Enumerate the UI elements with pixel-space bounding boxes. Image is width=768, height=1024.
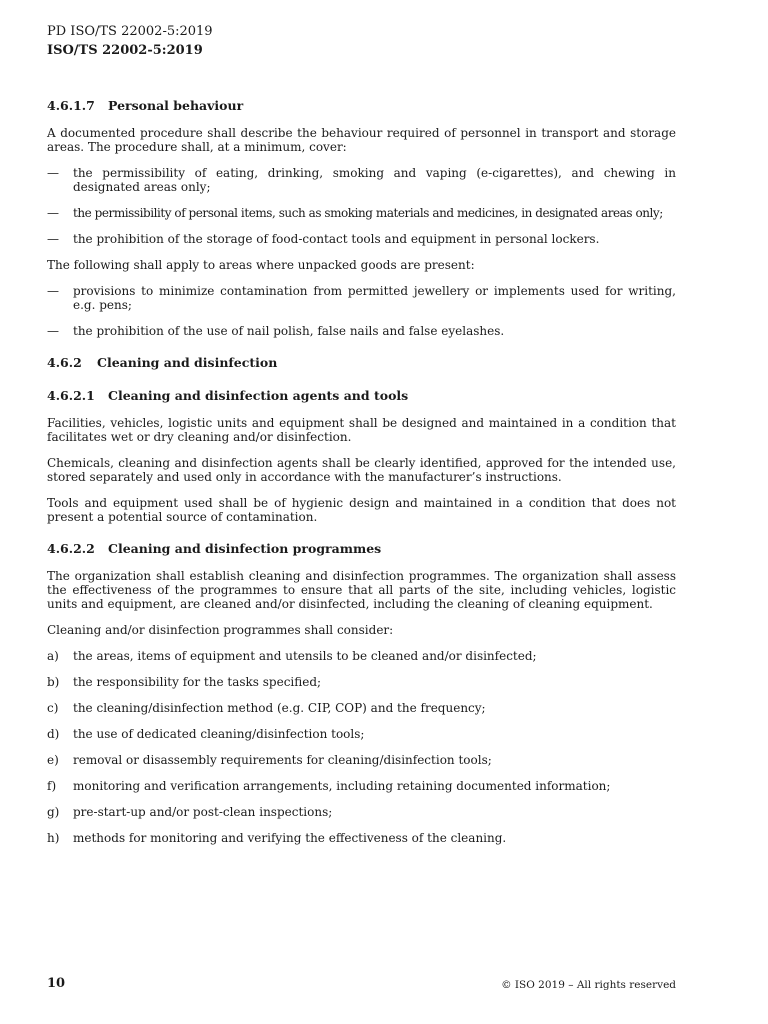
list-item xyxy=(47,206,676,220)
list-item xyxy=(47,324,676,338)
section-heading-4617 xyxy=(47,99,676,113)
list-item-text: methods for monitoring and verifying the effectiveness of the cleaning. xyxy=(73,831,507,845)
list-item-text: pre-start-up and/or post-clean inspections; xyxy=(73,805,333,819)
list-item-text: the cleaning/disinfection method (e.g. CIP, COP) and the frequency; xyxy=(73,701,486,715)
section-title: Personal behaviour xyxy=(108,98,244,113)
list-item xyxy=(47,727,676,741)
section-title: Cleaning and disinfection programmes xyxy=(108,541,382,556)
header-line-1: PD ISO/TS 22002-5:2019 xyxy=(47,24,213,39)
section-heading-4621 xyxy=(47,389,676,403)
list-item xyxy=(47,701,676,715)
section-title: Cleaning and disinfection xyxy=(97,355,278,370)
section-title: Cleaning and disinfection agents and tools xyxy=(108,388,409,403)
list-item-text: removal or disassembly requirements for cleaning/disinfection tools; xyxy=(73,753,492,767)
list-marker: b) xyxy=(47,675,60,689)
document-body xyxy=(47,99,676,857)
list-item xyxy=(47,805,676,819)
list-marker: f) xyxy=(47,779,57,793)
paragraph: Cleaning and/or disinfection programmes shall consider: xyxy=(47,623,394,637)
list-item-text: the permissibility of eating, drinking, smoking and vaping (e-cigarettes), and chewing in designated areas only; xyxy=(73,166,676,194)
list-marker: h) xyxy=(47,831,60,845)
list-item-text: the responsibility for the tasks specified; xyxy=(73,675,322,689)
list-item xyxy=(47,675,676,689)
list-item-text: provisions to minimize contamination from permitted jewellery or implements used for writing, e.g. pens; xyxy=(73,284,676,312)
header-line-2: ISO/TS 22002-5:2019 xyxy=(47,43,203,58)
list-item-text: the permissibility of personal items, such as smoking materials and medicines, in designated areas only; xyxy=(73,206,663,220)
page-number: 10 xyxy=(47,976,66,991)
list-item xyxy=(47,831,676,845)
list-item-text: monitoring and verification arrangements, including retaining documented information; xyxy=(73,779,611,793)
section-number: 4.6.2 xyxy=(47,355,82,370)
dash-marker: — xyxy=(47,232,59,246)
list-marker: c) xyxy=(47,701,59,715)
paragraph: Chemicals, cleaning and disinfection agents shall be clearly identified, approved for the intended use, stored separately and used only in accordance with the manufacturer’s instructions. xyxy=(47,456,676,484)
section-number: 4.6.2.1 xyxy=(47,388,95,403)
paragraph: A documented procedure shall describe the behaviour required of personnel in transport and storage areas. The procedure shall, at a minimum, cover: xyxy=(47,126,676,154)
list-item xyxy=(47,166,676,194)
list-item xyxy=(47,753,676,767)
section-number: 4.6.1.7 xyxy=(47,98,95,113)
list-item-text: the use of dedicated cleaning/disinfection tools; xyxy=(73,727,365,741)
paragraph: The following shall apply to areas where unpacked goods are present: xyxy=(47,258,475,272)
list-marker: e) xyxy=(47,753,59,767)
list-item-text: the prohibition of the use of nail polish, false nails and false eyelashes. xyxy=(73,324,505,338)
list-item xyxy=(47,649,676,663)
list-item-text: the areas, items of equipment and utensils to be cleaned and/or disinfected; xyxy=(73,649,537,663)
paragraph: Tools and equipment used shall be of hygienic design and maintained in a condition that does not present a potential source of contamination. xyxy=(47,496,676,524)
paragraph: The organization shall establish cleaning and disinfection programmes. The organization shall assess the effectiveness of the programmes to ensure that all parts of the site, including vehicles, logistic units and equipment, are cleaned and/or disinfected, including the cleaning of cleaning equipment. xyxy=(47,569,676,611)
section-heading-4622 xyxy=(47,542,676,556)
list-marker: d) xyxy=(47,727,60,741)
section-number: 4.6.2.2 xyxy=(47,541,95,556)
dash-marker: — xyxy=(47,166,59,180)
list-item-text: the prohibition of the storage of food-contact tools and equipment in personal lockers. xyxy=(73,232,600,246)
section-heading-462 xyxy=(47,356,676,370)
running-header xyxy=(47,22,213,60)
dash-marker: — xyxy=(47,206,59,220)
dash-marker: — xyxy=(47,324,59,338)
list-item xyxy=(47,232,676,246)
list-item xyxy=(47,779,676,793)
list-marker: a) xyxy=(47,649,59,663)
dash-marker: — xyxy=(47,284,59,298)
list-marker: g) xyxy=(47,805,60,819)
paragraph: Facilities, vehicles, logistic units and equipment shall be designed and maintained in a condition that facilitates wet or dry cleaning and/or disinfection. xyxy=(47,416,676,444)
copyright-notice: © ISO 2019 – All rights reserved xyxy=(501,979,676,991)
list-item xyxy=(47,284,676,312)
